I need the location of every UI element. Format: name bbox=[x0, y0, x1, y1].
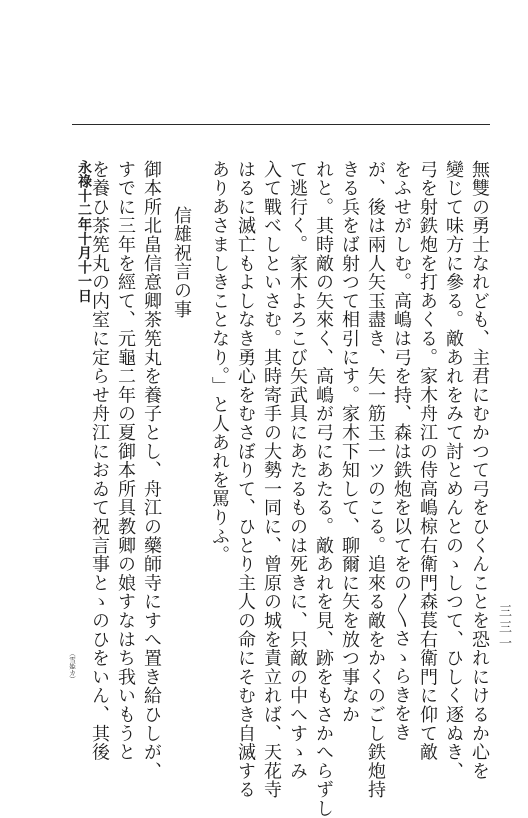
editorial-annotation: （雪姫カ） bbox=[68, 650, 76, 683]
header-rule bbox=[72, 124, 490, 125]
text-line-10: はるに滅亡もよしなき勇心をむさぼりて、ひとり主人の命にそむき自滅する bbox=[235, 160, 256, 800]
section-heading: 信雄祝言の事 bbox=[171, 206, 192, 319]
text-line-5: が、後は兩人矢玉盡き、矢一筋玉一ツのこる。追來る敵をかくのごし鉄炮持 bbox=[365, 160, 386, 800]
date-line: 永祿十二年十月十一日 bbox=[76, 160, 92, 303]
text-line-13: すでに三年を經て、元龜二年の夏御本所具教卿の娘すなはち我いもうと bbox=[115, 160, 136, 762]
text-line-1: 無雙の勇士なれども、主君にむかつて弓をひくんことを恐れにけるか心を bbox=[469, 160, 490, 781]
text-line-7: れと。其時敵の矢來く、高嶋が弓にあたる。敵あれを見、跡をもさかへらずし bbox=[313, 160, 334, 818]
text-line-8: て逃行く。家木よろこび矢武具にあたるものは死きに、只敵の中へすゝみ bbox=[287, 160, 308, 781]
text-line-9: 入て戰べしといさむ。其時寄手の大勢一同に、曾原の城を責立れば、天花寺 bbox=[261, 160, 282, 800]
text-line-11: ありあさましきことなり。」と人あれを罵りふ。 bbox=[209, 160, 230, 565]
text-line-3: 弓を射鉄炮を打あくる。家木舟江の侍高嶋椋右衛門森萇右衛門に仰て敵 bbox=[417, 160, 438, 762]
text-line-14: を養ひ茶筅丸の内室に定らせ舟江におゐて祝言事とゝのひをいん、其後 bbox=[89, 160, 110, 762]
text-line-12: 御本所北畠信意卿茶筅丸を養子とし、舟江の藥師寺にすへ置き給ひしが、 bbox=[141, 160, 162, 781]
page-number: 三三一 bbox=[496, 604, 511, 652]
text-line-6: きる兵をば射つて相引にす。家木下知して、聊爾に矢を放つ事なか bbox=[339, 160, 360, 724]
text-line-4: をふせがしむ。高嶋は弓を持、森は鉄炮を以てをの〳〵さゝらきをき bbox=[391, 160, 412, 742]
text-line-2: 變じて味方に參る。敵あれをみて討とめんとのゝしつて、ひしく逐ぬき、 bbox=[443, 160, 464, 781]
